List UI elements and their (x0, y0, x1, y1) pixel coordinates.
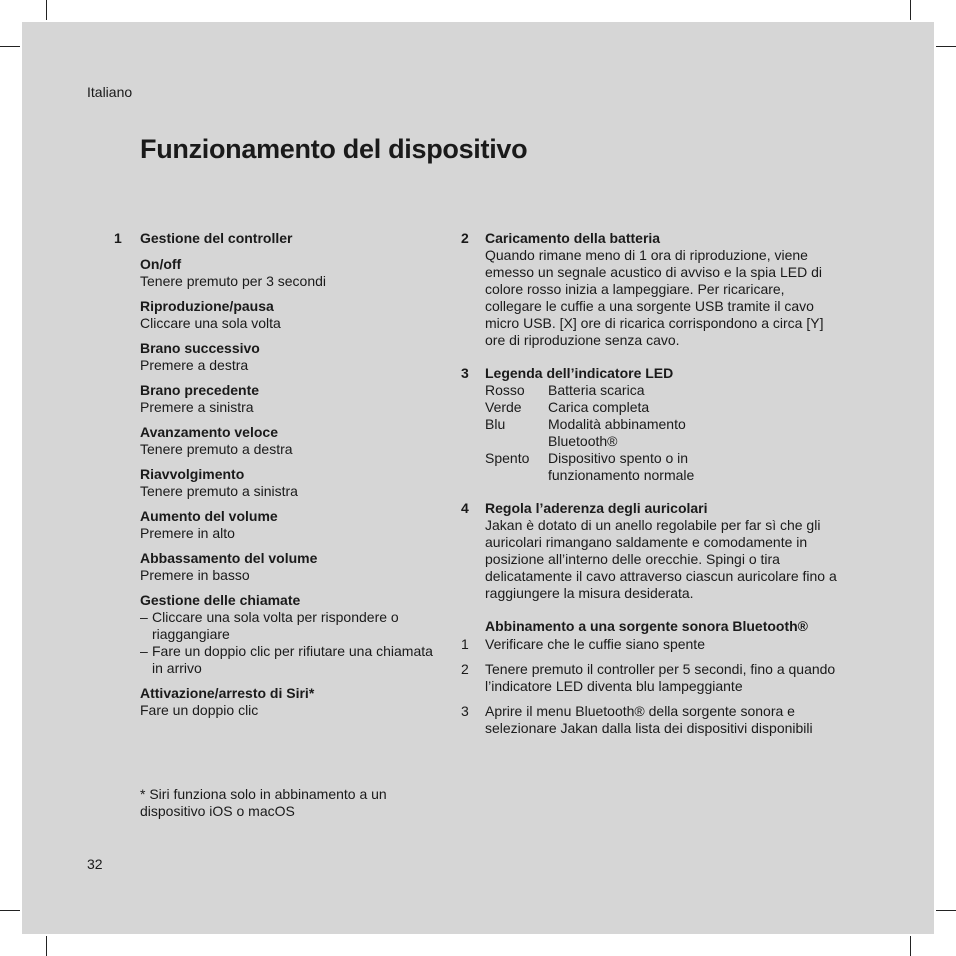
crop-mark (936, 910, 956, 911)
item-title: On/off (140, 256, 182, 272)
crop-mark (910, 0, 911, 20)
controller-item (140, 340, 440, 374)
legend-color: Blu (485, 416, 506, 432)
controller-item (140, 508, 440, 542)
calls-list (140, 609, 440, 677)
item-title: Brano successivo (140, 340, 260, 356)
controller-item (140, 424, 440, 458)
item-description: Tenere premuto a destra (140, 441, 293, 457)
legend-description: Dispositivo spento o in funzionamento normale (548, 450, 695, 483)
section-heading: Gestione del controller (140, 230, 293, 246)
crop-mark (46, 0, 47, 20)
legend-description: Modalità abbinamento Bluetooth® (548, 416, 686, 449)
page-number: 32 (87, 856, 103, 872)
legend-row (485, 382, 845, 399)
controller-item (140, 466, 440, 500)
led-legend-section (461, 365, 845, 484)
step-number: 3 (461, 703, 469, 719)
controller-item (140, 382, 440, 416)
legend-color: Rosso (485, 382, 525, 398)
item-title: Abbassamento del volume (140, 550, 318, 566)
crop-mark (936, 46, 956, 47)
legend-row (485, 416, 845, 450)
page-title: Funzionamento del dispositivo (140, 134, 528, 164)
item-title: Riavvolgimento (140, 466, 245, 482)
item-description: Premere in alto (140, 525, 235, 541)
footnote: * Siri funziona solo in abbinamento a un dispositivo iOS o macOS (140, 786, 387, 819)
crop-mark (0, 910, 20, 911)
language-label: Italiano (87, 84, 133, 100)
siri-item (140, 685, 440, 719)
legend-row (485, 450, 845, 484)
item-title: Brano precedente (140, 382, 260, 398)
item-description: Tenere premuto a sinistra (140, 483, 298, 499)
crop-mark (910, 936, 911, 956)
section-heading: Regola l’aderenza degli auricolari (485, 500, 708, 516)
step-text: Verificare che le cuffie siano spente (485, 636, 705, 652)
section-number: 3 (461, 365, 469, 381)
section-heading: Legenda dell’indicatore LED (485, 365, 674, 381)
item-title: Aumento del volume (140, 508, 278, 524)
section-text: Quando rimane meno di 1 ora di riproduzione, viene emesso un segnale acustico di avviso e la spia LED di colore rosso inizia a lampeggiare. Per ricaricare, collegare le cuffie a una sorgente USB tramite il cavo micro USB. [X] ore di ricarica corrispondono a circa [Y] ore di riproduzione senza cavo. (485, 247, 824, 348)
pairing-step (461, 661, 845, 695)
step-text: Aprire il menu Bluetooth® della sorgente sonora e selezionare Jakan dalla lista dei dispositivi disponibili (485, 703, 813, 736)
pairing-step (461, 703, 845, 737)
item-title: Gestione delle chiamate (140, 592, 301, 608)
controller-item (140, 256, 440, 290)
item-description: Premere a sinistra (140, 399, 254, 415)
section-heading: Abbinamento a una sorgente sonora Bluetooth® (485, 618, 808, 634)
item-title: Avanzamento veloce (140, 424, 278, 440)
step-number: 2 (461, 661, 469, 677)
legend-color: Spento (485, 450, 530, 466)
item-description: Cliccare una sola volta (140, 315, 281, 331)
controller-item (140, 550, 440, 584)
led-legend-table (485, 382, 845, 484)
item-description: Tenere premuto per 3 secondi (140, 273, 326, 289)
right-column (461, 230, 845, 753)
step-text: Tenere premuto il controller per 5 secondi, fino a quando l’indicatore LED diventa blu lampeggiante (485, 661, 836, 694)
step-number: 1 (461, 636, 469, 652)
crop-mark (0, 46, 20, 47)
charging-section (461, 230, 845, 349)
item-description: Premere a destra (140, 357, 249, 373)
controller-item (140, 298, 440, 332)
calls-item (140, 592, 440, 677)
legend-row (485, 399, 845, 416)
section-number: 1 (114, 230, 122, 246)
pairing-steps (461, 636, 845, 737)
pairing-section (461, 618, 845, 737)
fit-section (461, 500, 845, 602)
legend-description: Carica completa (548, 399, 650, 415)
item-title: Riproduzione/pausa (140, 298, 274, 314)
item-title: Attivazione/arresto di Siri* (140, 685, 315, 701)
legend-description: Batteria scarica (548, 382, 645, 398)
controller-section (140, 230, 440, 727)
pairing-step (461, 636, 845, 653)
list-item: – Cliccare una sola volta per rispondere o riaggangiare (140, 609, 440, 643)
section-number: 2 (461, 230, 469, 246)
item-description: Fare un doppio clic (140, 702, 259, 718)
crop-mark (46, 936, 47, 956)
legend-color: Verde (485, 399, 522, 415)
section-number: 4 (461, 500, 469, 516)
section-text: Jakan è dotato di un anello regolabile per far sì che gli auricolari rimangano saldamente e comodamente in posizione all’interno delle orecchie. Spingi o tira delicatamente il cavo attraverso ciascun auricolare fino a raggiungere la misura desiderata. (485, 517, 837, 601)
section-heading: Caricamento della batteria (485, 230, 661, 246)
item-description: Premere in basso (140, 567, 250, 583)
list-item: – Fare un doppio clic per rifiutare una chiamata in arrivo (140, 643, 440, 677)
